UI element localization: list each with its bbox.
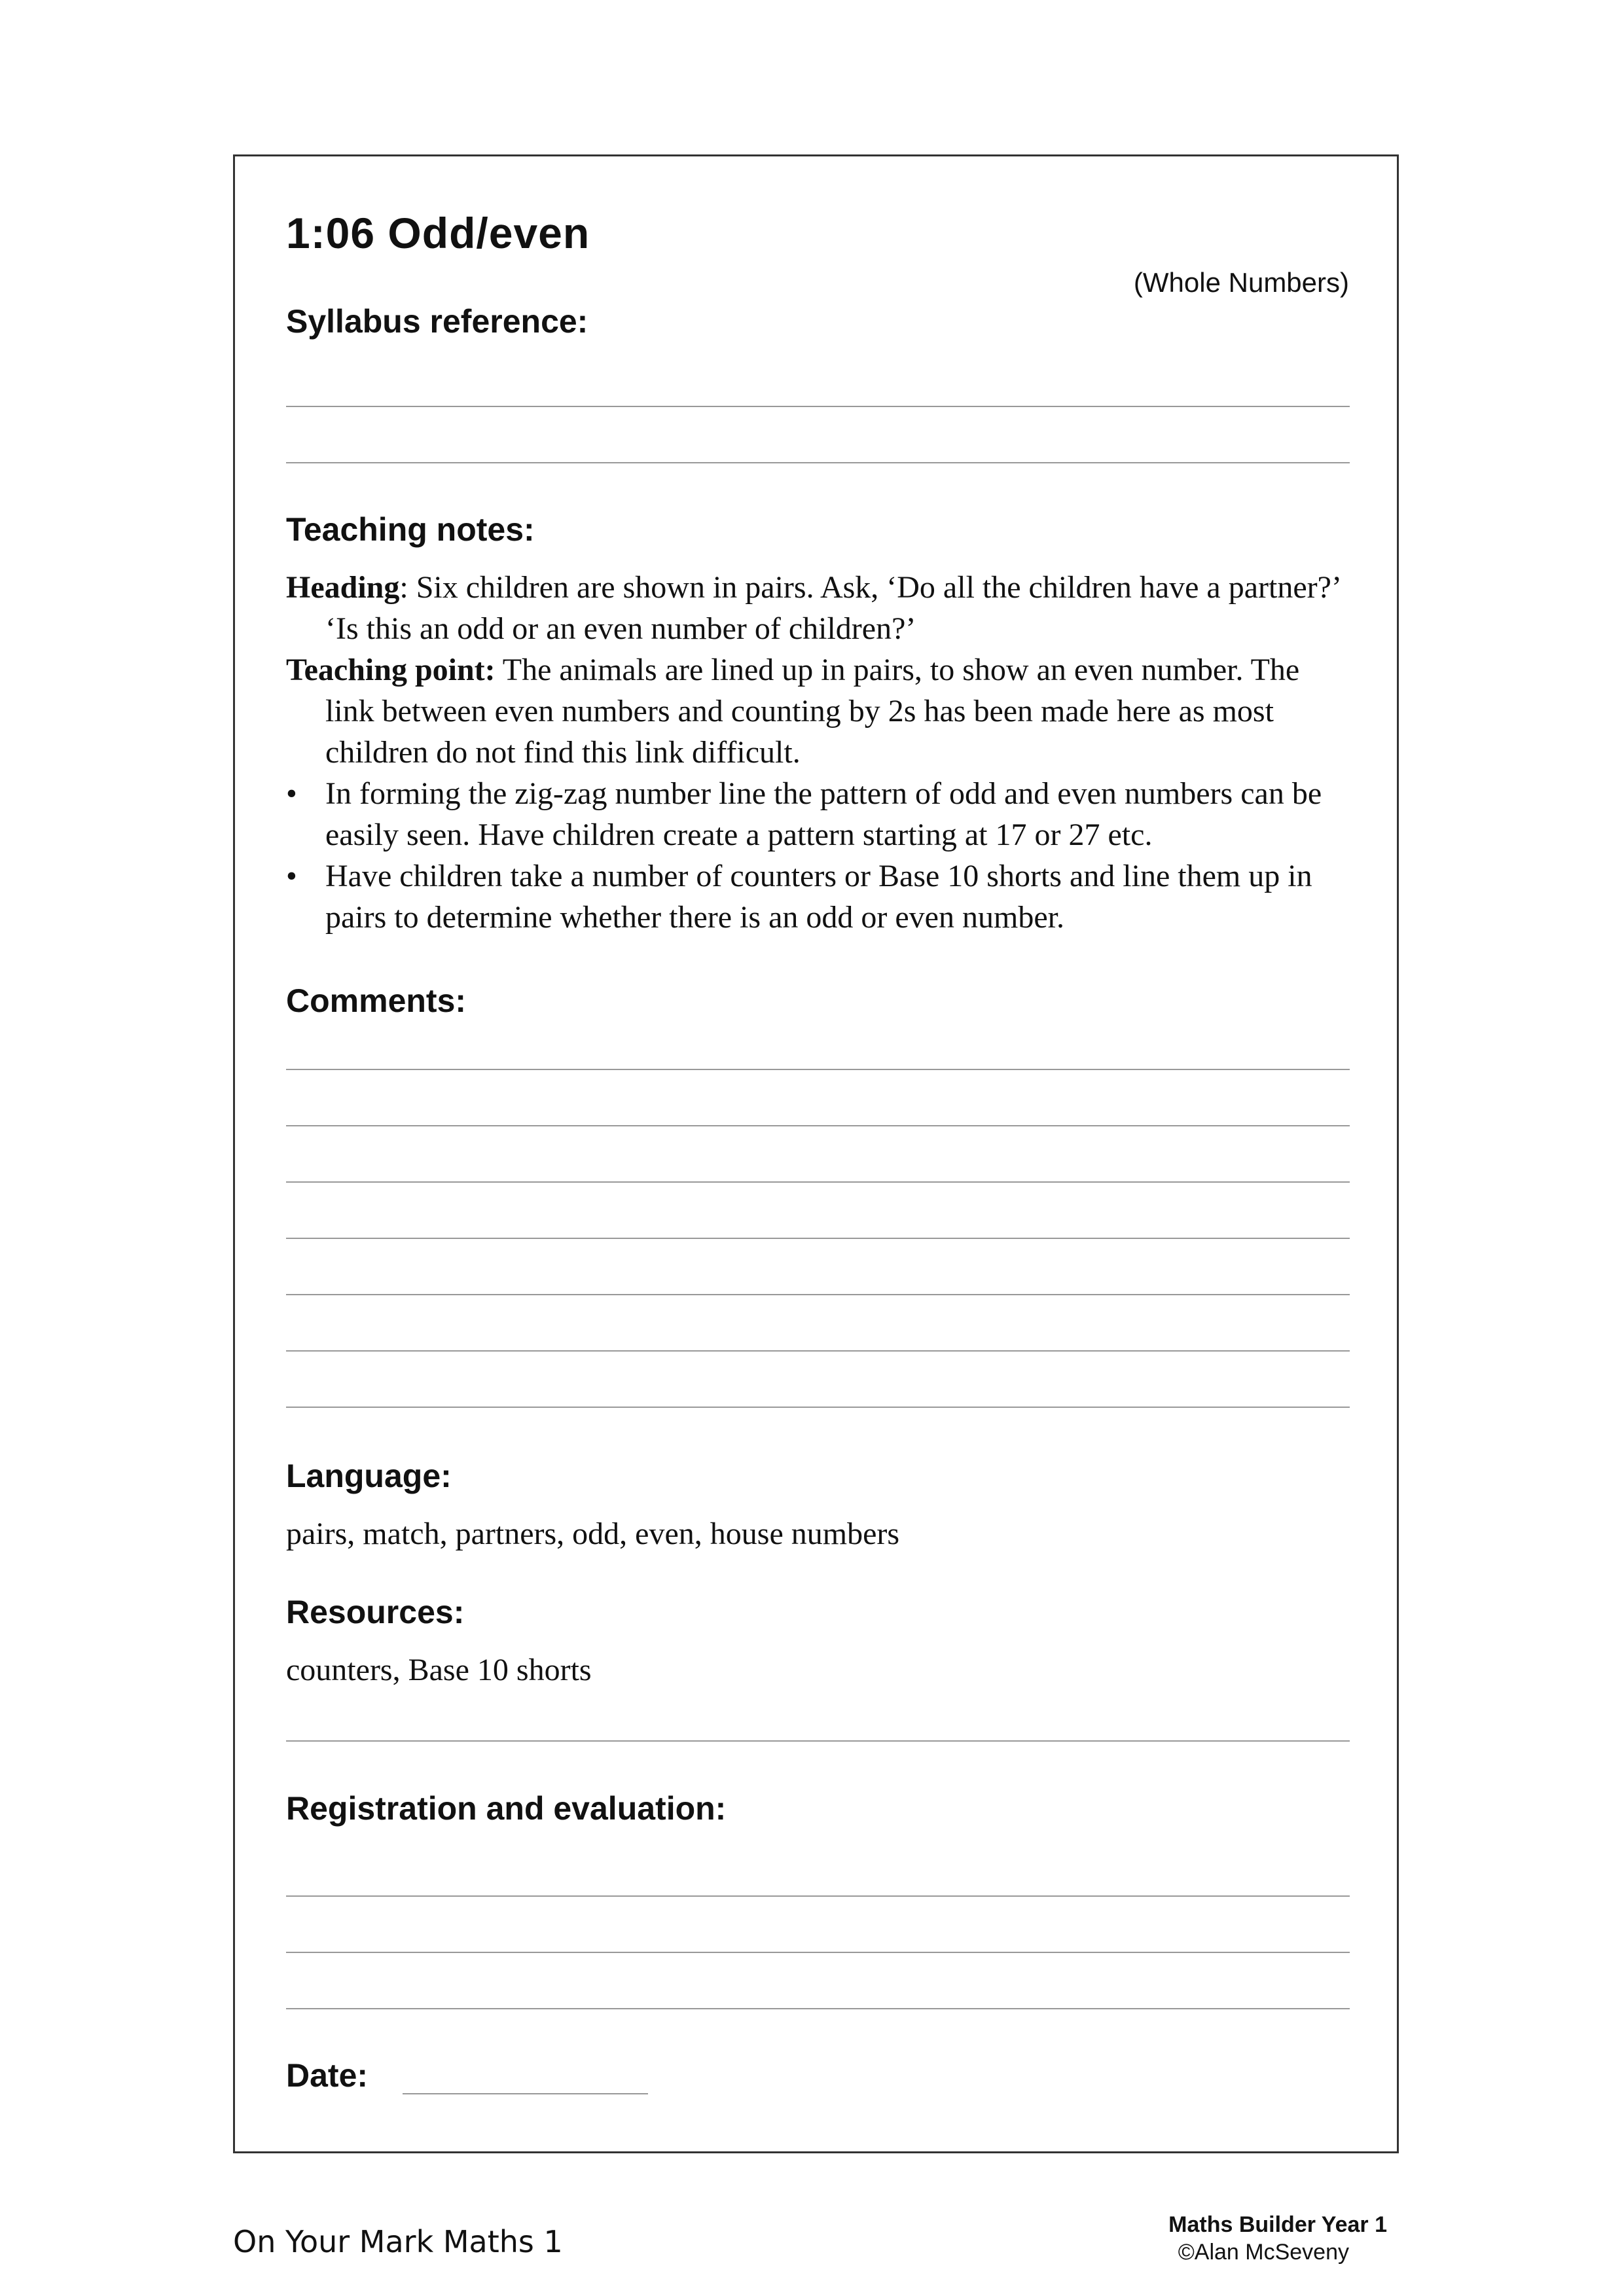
comments-line[interactable] [286,1350,1350,1352]
list-item-text: In forming the zig-zag number line the pattern of odd and even numbers can be easily seen. Have children create a pattern starting at 17 or 27 etc. [325,776,1322,852]
teaching-point-text: The animals are lined up in pairs, to show an even number. The link between even numbers and counting by 2s has been made here as most children do not find this link difficult. [325,653,1300,770]
syllabus-heading: Syllabus reference: [286,303,588,340]
heading-note-label: Heading [286,570,400,605]
syllabus-line-2[interactable] [286,462,1350,463]
bullet-icon: • [286,859,297,893]
list-item-text: Have children take a number of counters or Base 10 shorts and line them up in pairs to determine whether there is an odd or even number. [325,859,1312,935]
comments-line[interactable] [286,1181,1350,1183]
comments-line[interactable] [286,1069,1350,1070]
registration-line[interactable] [286,2008,1350,2009]
comments-line[interactable] [286,1125,1350,1126]
registration-line[interactable] [286,1895,1350,1897]
list-item [286,855,1350,938]
footer-book-title: Maths Builder Year 1 [1168,2212,1387,2237]
resources-text: counters, Base 10 shorts [286,1653,592,1687]
date-field[interactable] [403,2093,648,2094]
date-label: Date: [286,2057,369,2094]
comments-line[interactable] [286,1294,1350,1295]
registration-heading: Registration and evaluation: [286,1790,727,1827]
footer-copyright: ©Alan McSeveny [1178,2240,1349,2265]
page-title: 1:06 Odd/even [286,209,590,257]
teaching-notes-heading: Teaching notes: [286,511,535,548]
heading-note-text: : Six children are shown in pairs. Ask, ‘Do all the children have a partner?’ ‘Is this an odd or an even number of children?’ [325,570,1340,646]
topic-subtitle: (Whole Numbers) [1133,267,1349,298]
teaching-point-note [286,649,1350,773]
heading-note [286,567,1350,649]
resources-heading: Resources: [286,1594,465,1630]
registration-line[interactable] [286,1952,1350,1953]
teaching-point-label: Teaching point: [286,653,496,687]
comments-line[interactable] [286,1407,1350,1408]
syllabus-line-1[interactable] [286,406,1350,407]
comments-line[interactable] [286,1238,1350,1239]
language-heading: Language: [286,1458,452,1494]
comments-heading: Comments: [286,982,467,1019]
teaching-notes-body [286,567,1350,938]
footer-series-title: On Your Mark Maths 1 [233,2224,563,2259]
list-item [286,773,1350,855]
language-text: pairs, match, partners, odd, even, house numbers [286,1516,900,1551]
page-frame [233,154,1399,2153]
resources-line[interactable] [286,1740,1350,1742]
bullet-icon: • [286,776,297,811]
